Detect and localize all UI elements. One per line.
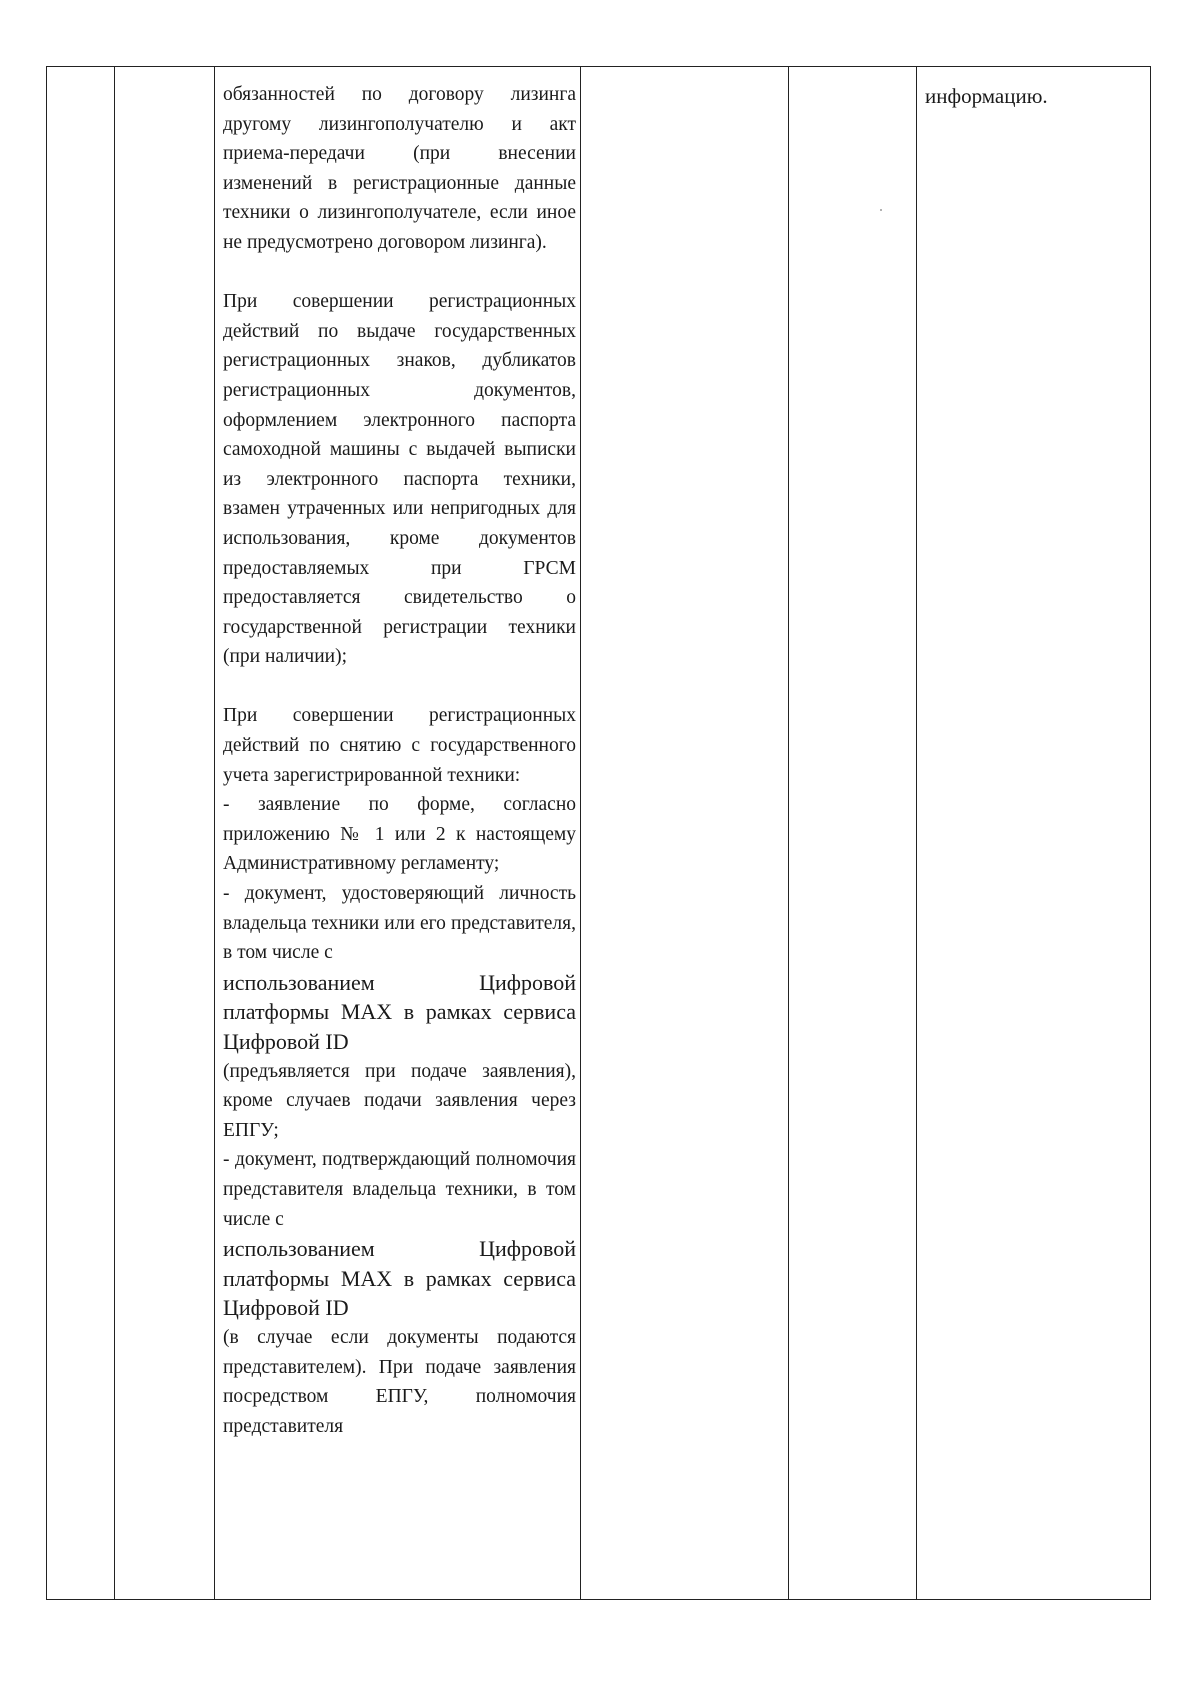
paragraph-digital-platform-1: использованием Цифровой платформы MAX в рамках сервиса Цифровой ID	[223, 969, 576, 1054]
paragraph-application-form: - заявление по форме, согласно приложению № 1 или 2 к настоящему Административному регламенту;	[223, 794, 576, 875]
document-table	[46, 66, 1151, 1600]
content-text-block	[215, 67, 580, 1441]
paragraph-presented-on-application: (предъявляется при подаче заявления), кроме случаев подачи заявления через ЕПГУ;	[223, 1060, 576, 1141]
paragraph-digital-platform-2: использованием Цифровой платформы MAX в рамках сервиса Цифровой ID	[223, 1236, 576, 1321]
last-column-text: информацию.	[925, 84, 1048, 108]
table-cell-col-5	[789, 67, 917, 1600]
paragraph-identity-document: - документ, удостоверяющий личность владельца техники или его представителя, в том числе с	[223, 883, 576, 964]
scan-artifact-dot	[880, 209, 882, 211]
table-cell-content	[215, 67, 581, 1600]
table-cell-col-1	[47, 67, 115, 1600]
paragraph-lease-obligations: обязанностей по договору лизинга другому лизингополучателю и акт приема-передачи (при внесении изменений в регистрационные данные техники о лизингополучателе, если иное не предусмотрено договором лизинга).	[223, 84, 576, 253]
table-cell-col-6	[917, 67, 1151, 1600]
table-cell-col-2	[115, 67, 215, 1600]
table-cell-col-4	[581, 67, 789, 1600]
table-row	[47, 67, 1151, 1600]
paragraph-representative-epgu: (в случае если документы подаются представителем). При подаче заявления посредством ЕПГУ, полномочия представителя	[223, 1326, 576, 1437]
paragraph-authority-document: - документ, подтверждающий полномочия представителя владельца техники, в том числе с	[223, 1149, 576, 1230]
paragraph-deregistration-intro: При совершении регистрационных действий по снятию с государственного учета зарегистрированной техники:	[223, 705, 576, 786]
paragraph-registration-plates: При совершении регистрационных действий по выдаче государственных регистрационных знаков, дубликатов регистрационных документов, оформлением электронного паспорта самоходной машины с выдачей выписки из электронного паспорта техники, взамен утраченных или непригодных для использования, кроме документов предоставляемых при ГРСМ предоставляется свидетельство о государственной регистрации техники (при наличии);	[223, 291, 576, 668]
